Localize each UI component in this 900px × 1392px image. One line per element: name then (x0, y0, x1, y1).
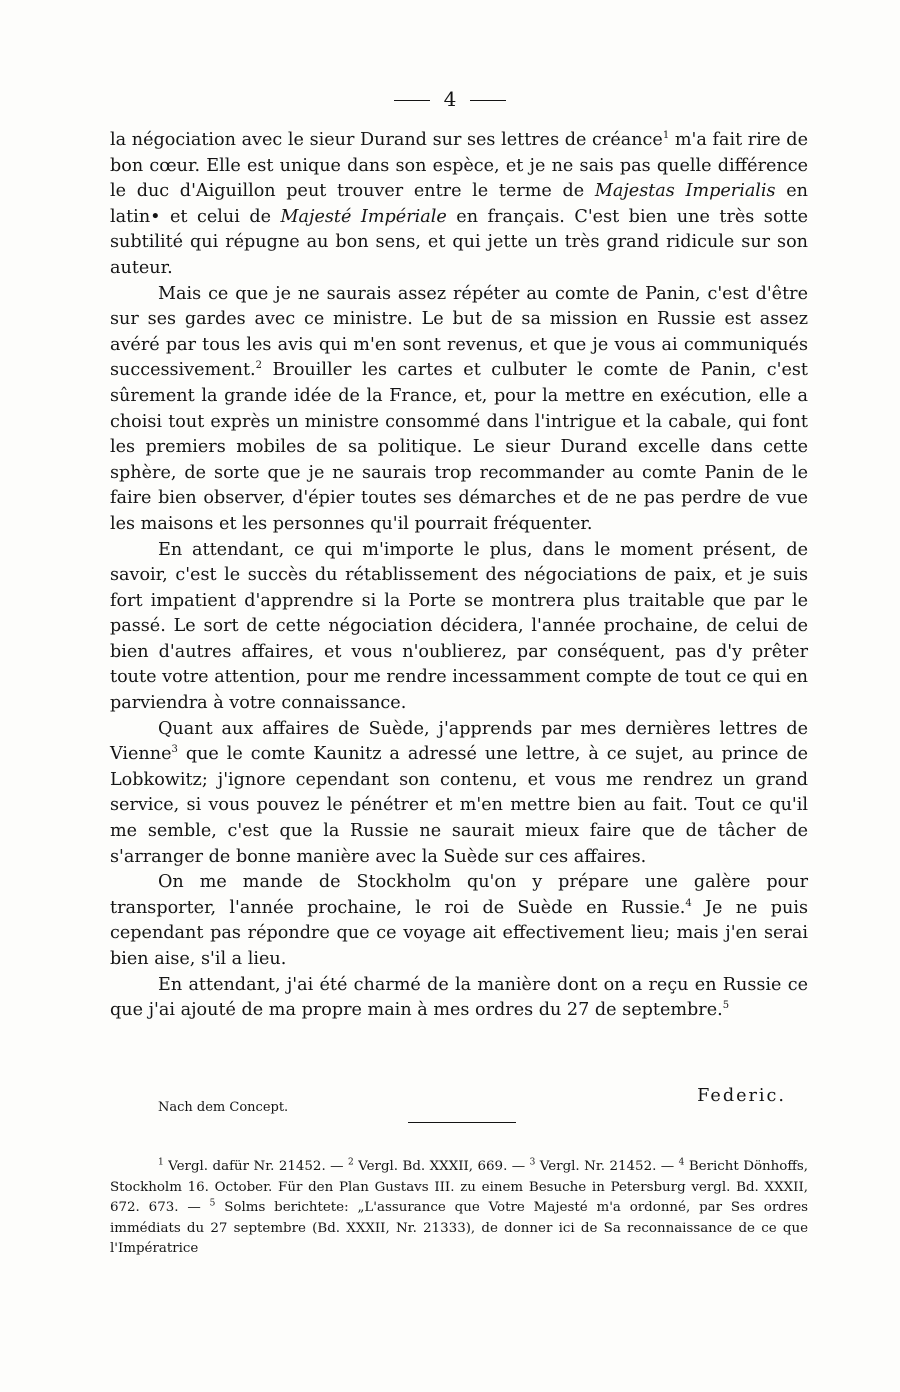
footnote-ref: 5 (722, 1000, 730, 1012)
paragraph-3 (110, 538, 808, 717)
page-number-rule-right (470, 100, 506, 101)
page-number (0, 86, 900, 112)
page-number-value: 4 (443, 87, 457, 111)
footnote-text: Vergl. dafür Nr. 21452. — (163, 1159, 348, 1174)
paragraph-text: En attendant, j'ai été charmé de la manière dont on a reçu en Russie ce que j'ai ajouté de ma propre main à mes ordres du 27 de septembre. (110, 974, 808, 1021)
letter-body (110, 128, 808, 1024)
paragraph-text: en français. C'est bien une très sotte subtilité qui répugne au bon sens, et qui jette un très grand ridicule sur son auteur. (110, 206, 808, 278)
footnote-number: 4 (678, 1157, 685, 1168)
paragraph-text: Quant aux affaires de Suède, j'apprends par mes dernières lettres de Vienne (110, 718, 808, 765)
paragraph-text: m'a fait rire de bon cœur. Elle est unique dans son espèce, et je ne sais pas quelle différence le duc d'Aiguillon peut trouver entre le terme de (110, 130, 808, 202)
paragraph-text: Je ne puis cependant pas répondre que ce voyage ait effectivement lieu; mais j'en serai bien aise, s'il a lieu. (110, 897, 808, 969)
footnote-text: Vergl. Nr. 21452. — (535, 1159, 679, 1174)
footnote-number: 3 (529, 1157, 536, 1168)
signature: Federic. (697, 1086, 786, 1106)
footnote-text: Vergl. Bd. XXXII, 669. — (353, 1159, 530, 1174)
footnote-text: Bericht Dönhoffs, Stockholm 16. October. Für den Plan Gustavs III. zu einem Besuche in Petersburg vergl. Bd. XXXII, 672. 673. — (110, 1159, 808, 1216)
footnote-number: 1 (158, 1157, 164, 1168)
paragraph-text: que le comte Kaunitz a adressé une lettre, à ce sujet, au prince de Lobkowitz; j'ignore cependant son contenu, et vous me rendrez un grand service, si vous pouvez le pénétrer et m'en mettre bien au fait. Tout ce qu'il me semble, c'est que la Russie ne saurait mieux faire que de tâcher de s'arranger de bonne manière avec la Suède sur ces affaires. (110, 744, 808, 867)
paragraph-2 (110, 282, 808, 538)
footnote-number: 5 (209, 1198, 216, 1209)
footnote-ref: 4 (685, 897, 692, 909)
paragraph-text: la négociation avec le sieur Durand sur ses lettres de créance (110, 130, 663, 150)
footnote-block (110, 1157, 808, 1260)
footnote-ref: 3 (171, 744, 178, 756)
paragraph-text: en latin• et celui de (110, 181, 808, 227)
footnote-ref: 2 (255, 360, 262, 372)
footnote-number: 2 (348, 1157, 354, 1168)
paragraph-text: En attendant, ce qui m'importe le plus, dans le moment présent, de savoir, c'est le succès du rétablissement des négociations de paix, et je suis fort impatient d'apprendre si la Porte se montrera plus traitable que par le passé. Le sort de cette négociation décidera, l'année prochaine, de celui de bien d'autres affaires, et vous n'oublierez, par conséquent, pas d'y prêter toute votre attention, pour me rendre incessamment compte de tout ce qui en parviendra à votre connaissance. (110, 539, 808, 714)
page-number-rule-left (394, 100, 430, 101)
paragraph-text: Brouiller les cartes et culbuter le comte de Panin, c'est sûrement la grande idée de la France, et, pour la mettre en exécution, elle a choisi tout exprès un ministre consommé dans l'intrigue et la cabale, qui font les premiers mobiles de sa politique. Le sieur Durand excelle dans cette sphère, de sorte que je ne saurais trop recommander au comte Panin de le faire bien observer, d'épier toutes ses démarches et de ne pas perdre de vue les maisons et les personnes qu'il pourrait fréquenter. (110, 360, 808, 534)
source-note: Nach dem Concept. (158, 1100, 289, 1115)
paragraph-4 (110, 717, 808, 871)
italic-term: Majestas Imperialis (594, 181, 776, 202)
paragraph-6 (110, 973, 808, 1024)
paragraph-5 (110, 870, 808, 972)
paragraph-text: Mais ce que je ne saurais assez répéter au comte de Panin, c'est d'être sur ses gardes avec ce ministre. Le but de sa mission en Russie est assez avéré par tous les avis qui m'en sont revenus, et que je vous ai communiqués successivement. (110, 283, 808, 381)
footnote-ref: 1 (662, 130, 670, 142)
paragraph-text: On me mande de Stockholm qu'on y prépare une galère pour transporter, l'année prochaine, le roi de Suède en Russie. (110, 872, 808, 918)
footnote-separator (408, 1122, 516, 1123)
letter-closing (110, 1080, 808, 1115)
paragraph-1 (110, 128, 808, 282)
footnote-text: Solms berichtete: „L'assurance que Votre Majesté m'a ordonné, par Ses ordres immédiats du 27 septembre (Bd. XXXII, Nr. 21333), de donner ici de Sa reconnaissance de ce que l'Impératrice (110, 1200, 808, 1257)
footnotes (110, 1157, 808, 1260)
italic-term: Majesté Impériale (280, 206, 447, 227)
